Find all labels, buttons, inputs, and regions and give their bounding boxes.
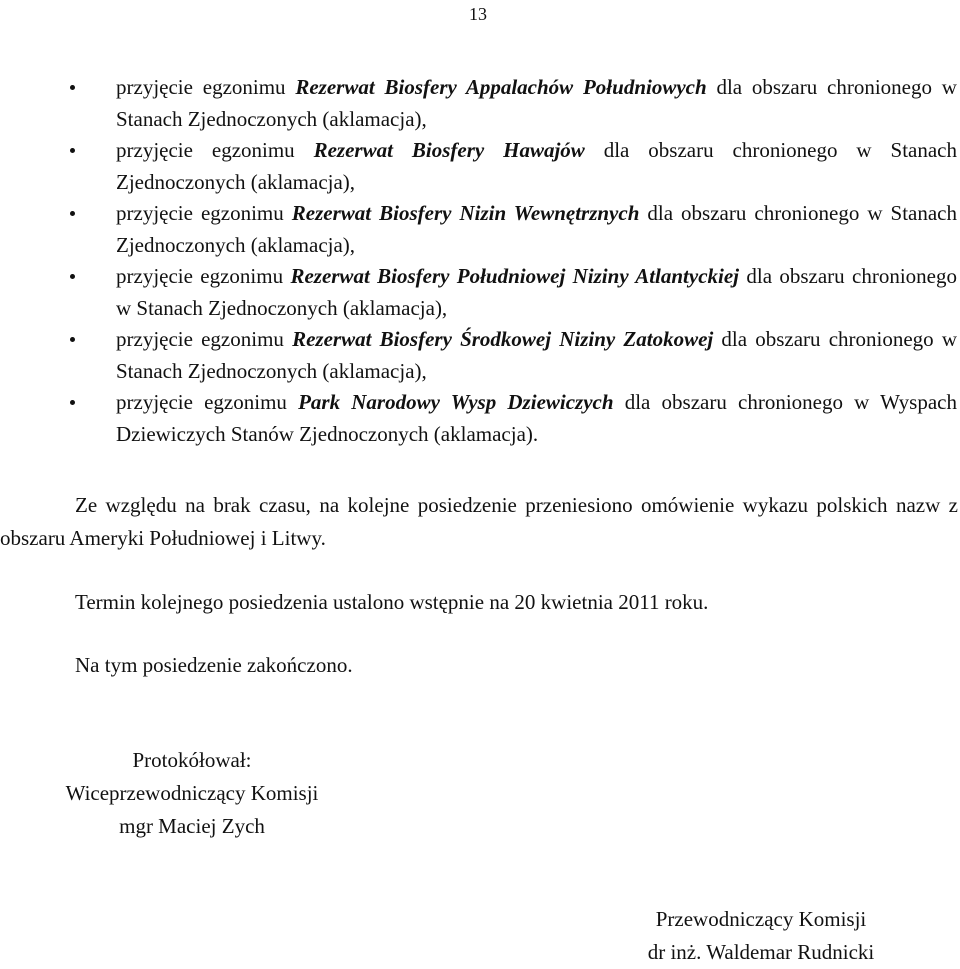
list-item (62, 387, 957, 450)
list-item (62, 198, 957, 261)
item-text: przyjęcie egzonimu (116, 327, 293, 351)
item-text: przyjęcie egzonimu (116, 390, 299, 414)
item-text: dla obszaru chronionego w Stanach Zjednoczonych (aklamacja), (116, 264, 957, 320)
bullet-icon (70, 85, 75, 90)
item-name: Rezerwat Biosfery Hawajów (313, 138, 585, 162)
list-item (62, 135, 957, 198)
egzonim-list (62, 72, 957, 450)
signature-name: mgr Maciej Zych (119, 814, 265, 838)
signature-title: Przewodniczący Komisji (655, 907, 867, 931)
signature-role: Protokółował: (132, 748, 252, 772)
bullet-icon (70, 337, 75, 342)
next-meeting-paragraph: Termin kolejnego posiedzenia ustalono wstępnie na 20 kwietnia 2011 roku. (75, 590, 709, 614)
list-item (62, 324, 957, 387)
item-text: przyjęcie egzonimu (116, 201, 292, 225)
item-text: dla obszaru chronionego w Stanach Zjednoczonych (aklamacja), (116, 138, 957, 194)
signature-title: Wiceprzewodniczący Komisji (65, 781, 319, 805)
item-text: przyjęcie egzonimu (116, 138, 314, 162)
bullet-icon (70, 148, 75, 153)
signature-secretary (36, 744, 348, 843)
item-text: dla obszaru chronionego w Stanach Zjednoczonych (aklamacja), (116, 201, 957, 257)
item-name: Rezerwat Biosfery Nizin Wewnętrznych (291, 201, 640, 225)
bullet-icon (70, 274, 75, 279)
item-name: Rezerwat Biosfery Środkowej Niziny Zatokowej (292, 327, 714, 351)
item-text: przyjęcie egzonimu (116, 264, 291, 288)
item-name: Rezerwat Biosfery Południowej Niziny Atlantyckiej (290, 264, 740, 288)
page-number: 13 (469, 4, 487, 24)
signature-name: dr inż. Waldemar Rudnicki (647, 940, 875, 964)
item-name: Park Narodowy Wysp Dziewiczych (298, 390, 614, 414)
item-text: dla obszaru chronionego w Wyspach Dziewiczych Stanów Zjednoczonych (aklamacja). (116, 390, 957, 446)
postponement-paragraph: Ze względu na brak czasu, na kolejne posiedzenie przeniesiono omówienie wykazu polskich nazw z obszaru Ameryki Południowej i Litwy. (0, 493, 958, 550)
item-text: dla obszaru chronionego w Stanach Zjednoczonych (aklamacja), (116, 75, 957, 131)
list-item (62, 72, 957, 135)
item-text: dla obszaru chronionego w Stanach Zjednoczonych (aklamacja), (116, 327, 957, 383)
item-text: przyjęcie egzonimu (116, 75, 296, 99)
closing-paragraph: Na tym posiedzenie zakończono. (75, 653, 353, 677)
signature-chairman (617, 903, 905, 969)
bullet-icon (70, 400, 75, 405)
item-name: Rezerwat Biosfery Appalachów Południowych (295, 75, 707, 99)
bullet-icon (70, 211, 75, 216)
list-item (62, 261, 957, 324)
